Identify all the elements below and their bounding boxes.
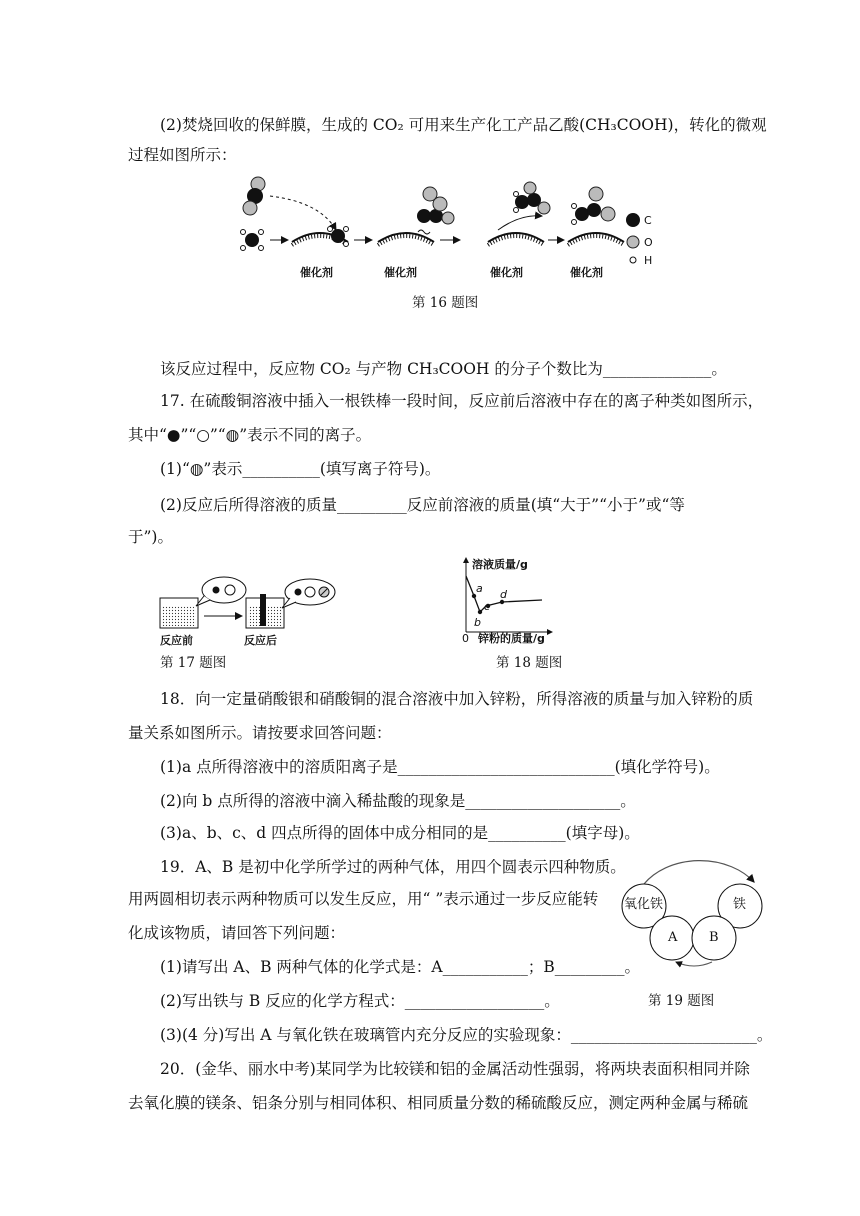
q17-before-label: 反应前 bbox=[160, 634, 193, 647]
q18-sub2: (2)向 b 点所得的溶液中滴入稀盐酸的现象是____________________。 bbox=[160, 792, 636, 810]
catalyst-surface-icon bbox=[568, 187, 624, 245]
q17-text-line1: 17. 在硫酸铜溶液中插入一根铁棒一段时间，反应前后溶液中存在的离子种类如图所示， bbox=[160, 392, 764, 410]
catalyst-label-4: 催化剂 bbox=[570, 266, 603, 279]
q16-question: 该反应过程中，反应物 CO₂ 与产物 CH₃COOH 的分子个数比为______________。 bbox=[160, 360, 727, 378]
ch4-molecule-icon bbox=[241, 230, 264, 251]
q18-point-c: c bbox=[484, 600, 491, 613]
q18-figure-caption: 第 18 题图 bbox=[496, 655, 563, 671]
q16-figure-caption: 第 16 题图 bbox=[412, 295, 479, 311]
q19-circle-a: A bbox=[668, 930, 678, 945]
q19-figure-caption: 第 19 题图 bbox=[648, 993, 715, 1009]
q19-text-line2: 用两圆相切表示两种物质可以发生反应，用“ ”表示通过一步反应能转 bbox=[128, 890, 599, 908]
q16-text-line2: 过程如图所示： bbox=[128, 146, 237, 164]
q17-figure-caption: 第 17 题图 bbox=[160, 655, 227, 671]
catalyst-surface-icon bbox=[488, 182, 550, 245]
q18-point-b: b bbox=[474, 616, 481, 629]
q18-point-d: d bbox=[500, 588, 507, 601]
q20-text-line1: 20．(金华、丽水中考)某同学为比较镁和铝的金属活动性强弱，将两块表面积相同并除 bbox=[160, 1060, 750, 1078]
q19-sub2: (2)写出铁与 B 反应的化学方程式：__________________。 bbox=[160, 992, 560, 1010]
q19-sub1: (1)请写出 A、B 两种气体的化学式是：A___________；B_________。 bbox=[160, 958, 640, 976]
q18-ylabel: 溶液质量/g bbox=[472, 558, 528, 571]
legend-oxygen-label: O bbox=[644, 236, 653, 249]
catalyst-surface-icon bbox=[292, 227, 349, 247]
co2-molecule-icon bbox=[243, 177, 265, 215]
q18-sub1: (1)a 点所得溶液中的溶质阳离子是____________________________(填化学符号)。 bbox=[160, 758, 720, 776]
q19-circle-b: B bbox=[709, 930, 719, 945]
element-legend bbox=[626, 213, 640, 263]
q18-xlabel: 锌粉的质量/g bbox=[478, 632, 545, 645]
catalyst-label-1: 催化剂 bbox=[300, 266, 333, 279]
legend-hydrogen-label: H bbox=[644, 254, 653, 267]
q19-sub3: (3)(4 分)写出 A 与氧化铁在玻璃管内充分反应的实验现象：________________________。 bbox=[160, 1026, 773, 1044]
q17-sub1: (1)“◍”表示__________(填写离子符号)。 bbox=[160, 460, 441, 478]
legend-carbon-label: C bbox=[644, 214, 652, 227]
q16-micro-process-diagram bbox=[230, 172, 670, 284]
q19-text-line1: 19．A、B 是初中化学所学过的两种气体，用四个圆表示四种物质。 bbox=[160, 858, 626, 876]
catalyst-label-2: 催化剂 bbox=[384, 266, 417, 279]
q17-sub2-line1: (2)反应后所得溶液的质量_________反应前溶液的质量(填“大于”“小于”或“等 bbox=[160, 496, 685, 514]
q17-after-label: 反应后 bbox=[244, 634, 277, 647]
q19-circle-ferric-oxide: 氧化铁 bbox=[624, 897, 664, 912]
q18-origin: 0 bbox=[462, 632, 469, 645]
q19-circle-iron: 铁 bbox=[733, 897, 747, 912]
q18-text-line2: 量关系如图所示。请按要求回答问题： bbox=[128, 724, 392, 742]
q17-beaker-diagram bbox=[156, 576, 336, 636]
q17-sub2-line2: 于”)。 bbox=[128, 528, 173, 546]
catalyst-label-3: 催化剂 bbox=[490, 266, 523, 279]
q18-point-a: a bbox=[476, 582, 483, 595]
q19-text-line3: 化成该物质，请回答下列问题： bbox=[128, 924, 346, 942]
q16-text-line1: (2)焚烧回收的保鲜膜，生成的 CO₂ 可用来生产化工产品乙酸(CH₃COOH)，转化的微观 bbox=[160, 116, 767, 134]
q17-text-line2: 其中“●”“○”“◍”表示不同的离子。 bbox=[128, 426, 372, 444]
q20-text-line2: 去氧化膜的镁条、铝条分别与相同体积、相同质量分数的稀硫酸反应，测定两种金属与稀硫 bbox=[128, 1094, 749, 1112]
catalyst-surface-icon bbox=[378, 187, 454, 245]
q18-text-line1: 18．向一定量硝酸银和硝酸铜的混合溶液中加入锌粉，所得溶液的质量与加入锌粉的质 bbox=[160, 690, 754, 708]
q18-sub3: (3)a、b、c、d 四点所得的固体中成分相同的是__________(填字母)。 bbox=[160, 824, 640, 842]
